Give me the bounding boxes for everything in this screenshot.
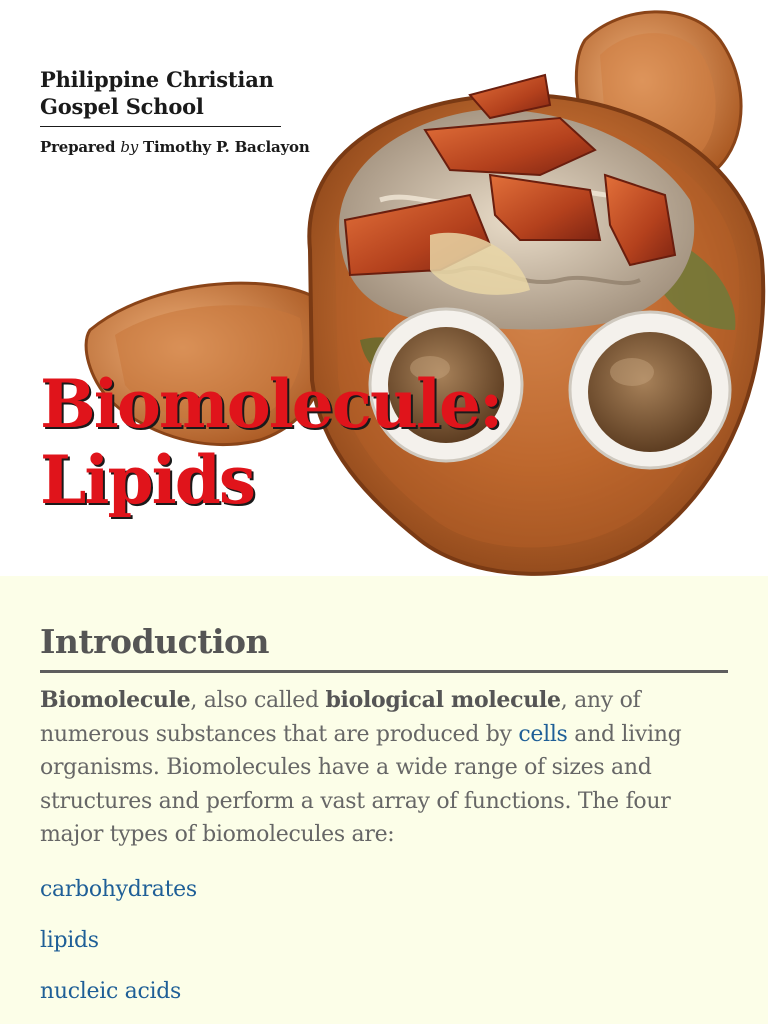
school-name — [40, 66, 280, 120]
intro-text-2: , any of numerous substances that are produced by — [40, 688, 641, 747]
author-name: Timothy P. Baclayon — [143, 138, 310, 156]
term-biological-molecule: biological molecule — [325, 687, 561, 713]
introduction-section — [0, 576, 768, 1024]
heading-divider — [40, 670, 728, 673]
type-link-carbohydrates[interactable]: carbohydrates — [40, 877, 197, 902]
cells-link[interactable]: cells — [518, 721, 568, 747]
prepared-prefix: Prepared — [40, 138, 116, 156]
type-link-lipids[interactable]: lipids — [40, 928, 99, 953]
term-biomolecule: Biomolecule — [40, 687, 191, 713]
prepared-by-word: by — [120, 138, 138, 156]
page-title — [40, 366, 501, 518]
intro-text-1: , also called — [190, 688, 326, 713]
page-title-line-2: Lipids — [40, 441, 255, 519]
page-title-line-1: Biomolecule: — [40, 365, 502, 443]
section-heading: Introduction — [40, 622, 270, 661]
school-name-line-2: Gospel School — [40, 94, 204, 119]
intro-paragraph — [40, 684, 730, 852]
intro-text-3: and living organisms. Biomolecules have a wide range of sizes and structures and perform a vast array of functions. The four major types of biomolecules are: — [40, 721, 682, 847]
biomolecule-types-list — [40, 864, 197, 1017]
type-link-nucleic-acids[interactable]: nucleic acids — [40, 979, 182, 1004]
prepared-by-line — [40, 137, 310, 157]
school-name-line-1: Philippine Christian — [40, 67, 274, 92]
header-divider — [40, 126, 281, 127]
